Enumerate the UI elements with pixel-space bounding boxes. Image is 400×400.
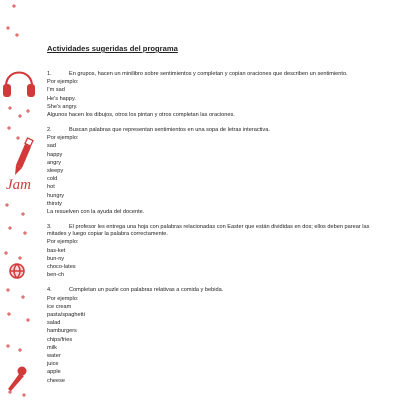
decorative-margin [0,0,44,400]
list-item: cheese [47,377,66,384]
list-item: Por ejemplo: [47,239,79,246]
list-item: pasta/spaghetti [47,311,85,318]
list-item: happy [47,151,63,158]
activity-3 [47,224,389,279]
activity-text: El profesor les entrega una hoja con palabras relacionadas con Easter que están divididas en dos; ellos deben parear las mitades y luego copiar la palabra correctamente. [47,224,370,238]
activity-text: En grupos, hacen un minilibro sobre sentimientos y completan y copian oraciones que describen un sentimiento. [69,71,348,77]
list-item: La resuelven con la ayuda del docente. [47,209,145,216]
activity-text: Buscan palabras que representan sentimientos en una sopa de letras interactiva. [69,127,270,134]
document-body [47,44,389,393]
list-item: apple [47,369,61,376]
list-item: Algunos hacen los dibujos, otros los pintan y otros completan las oraciones. [47,111,235,118]
pencil-icon [15,138,33,175]
headphones-icon [3,73,35,98]
activity-heading [47,287,389,294]
list-item: chips/fries [47,336,73,343]
list-item: hungry [47,192,65,199]
list-item: cold [47,176,58,183]
list-item: He's happy. [47,95,76,102]
activity-number: 4. [47,287,52,294]
list-item: water [47,352,61,359]
list-item: bun-ny [47,255,65,262]
list-item: Por ejemplo: [47,295,79,302]
list-item: hamburgers [47,328,77,335]
list-item: thirsty [47,200,62,207]
activity-heading [47,71,389,78]
list-item: I'm sad [47,87,65,94]
activity-1 [47,71,389,119]
list-item: bas-ket [47,247,66,254]
page-title: Actividades sugeridas del programa [47,44,178,53]
list-item: salad [47,320,61,327]
microphone-icon [8,367,27,392]
activity-number: 1. [47,71,52,77]
list-item: ben-ch [47,272,65,279]
list-item: sad [47,143,57,150]
list-item: She's angry. [47,103,78,110]
activity-number: 3. [47,224,52,231]
activity-4 [47,287,389,384]
jam-text-icon: Jam [6,177,31,193]
list-item: milk [47,344,57,351]
list-item: juice [47,361,59,368]
activity-heading [47,224,389,238]
list-item: sleepy [47,168,64,175]
globe-icon [10,264,24,278]
list-item: Por ejemplo: [47,79,79,86]
activity-text: Completan un puzle con palabras relativas a comida y bebida. [69,287,224,294]
activity-number: 2. [47,127,52,134]
list-item: choco-lates [47,264,76,271]
list-item: ice cream [47,303,72,310]
activity-2 [47,127,389,216]
list-item: Por ejemplo: [47,135,79,142]
list-item: hot [47,184,55,191]
activity-heading [47,127,389,134]
list-item: angry [47,159,61,166]
